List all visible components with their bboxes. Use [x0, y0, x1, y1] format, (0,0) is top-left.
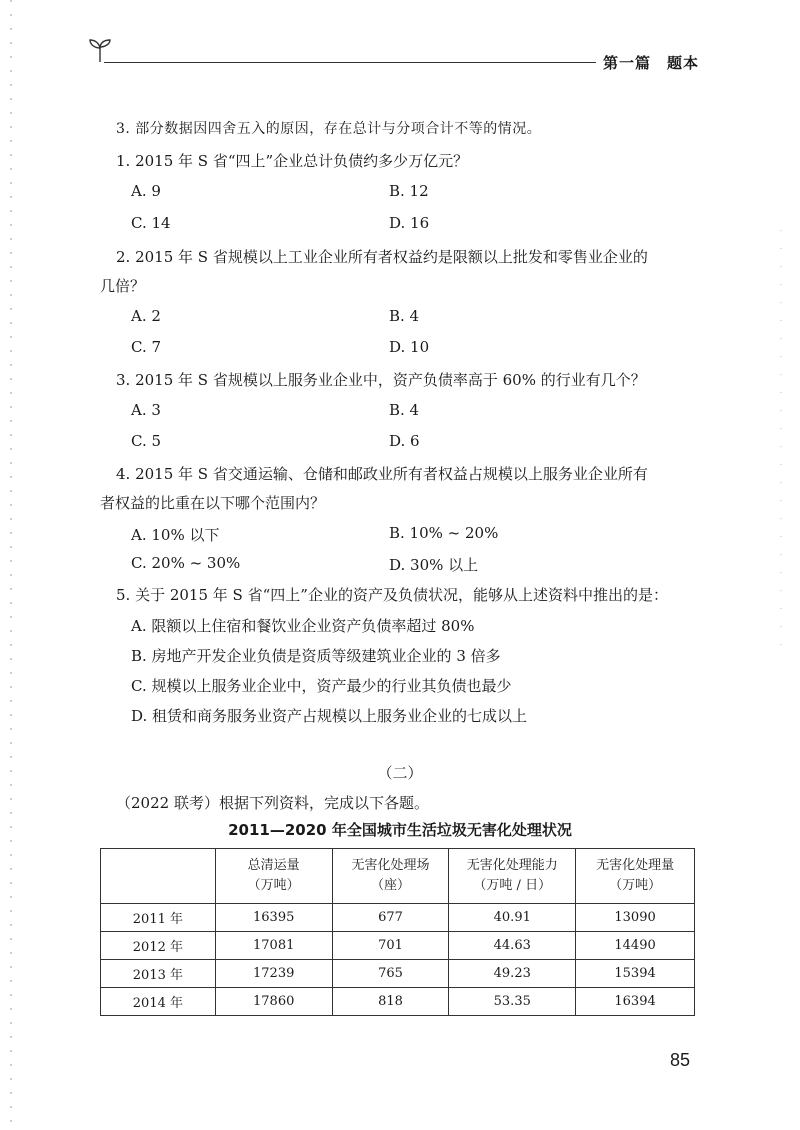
question-2-stem-line2: 几倍？	[100, 277, 146, 295]
question-4-stem-line2: 者权益的比重在以下哪个范围内？	[100, 494, 326, 512]
question-4-option-a[interactable]: A. 10% 以下	[131, 526, 220, 544]
question-3-option-a[interactable]: A. 3	[131, 401, 161, 419]
table-cell: 15394	[576, 960, 695, 988]
table-row	[101, 988, 695, 1016]
table-header-total-volume: 总清运量 （万吨）	[215, 849, 332, 904]
question-5-option-a[interactable]: A. 限额以上住宿和餐饮业企业资产负债率超过 80%	[131, 617, 475, 635]
table-cell: 44.63	[449, 932, 576, 960]
question-5-option-b[interactable]: B. 房地产开发企业负债是资质等级建筑业企业的 3 倍多	[131, 647, 501, 665]
question-2-stem-line1: 2. 2015 年 S 省规模以上工业企业所有者权益约是限额以上批发和零售业企业的	[116, 248, 648, 266]
question-5-option-c[interactable]: C. 规模以上服务业企业中，资产最少的行业其负债也最少	[131, 677, 512, 695]
header-rule	[104, 62, 596, 63]
question-2-option-c[interactable]: C. 7	[131, 338, 162, 356]
section-intro: （2022 联考）根据下列资料，完成以下各题。	[116, 794, 429, 812]
question-3-option-d[interactable]: D. 6	[389, 432, 420, 450]
table-header-treated-volume: 无害化处理量 （万吨）	[576, 849, 695, 904]
question-1-stem: 1. 2015 年 S 省“四上”企业总计负债约多少万亿元？	[116, 152, 469, 170]
table-cell: 701	[332, 932, 449, 960]
table-cell-year: 2014 年	[101, 988, 216, 1016]
table-row	[101, 932, 695, 960]
table-cell-year: 2011 年	[101, 904, 216, 932]
question-4-stem-line1: 4. 2015 年 S 省交通运输、仓储和邮政业所有者权益占规模以上服务业企业所有	[116, 465, 648, 483]
header-title: 第一篇 题本	[603, 54, 700, 72]
question-1-option-a[interactable]: A. 9	[131, 182, 161, 200]
table-cell-year: 2012 年	[101, 932, 216, 960]
question-1-option-b[interactable]: B. 12	[389, 182, 429, 200]
question-3-option-c[interactable]: C. 5	[131, 432, 162, 450]
question-3-stem: 3. 2015 年 S 省规模以上服务业企业中，资产负债率高于 60% 的行业有几个？	[116, 371, 646, 389]
question-2-option-a[interactable]: A. 2	[131, 307, 161, 325]
question-4-option-b[interactable]: B. 10% ~ 20%	[389, 524, 499, 542]
table-cell: 13090	[576, 904, 695, 932]
table-cell: 17860	[215, 988, 332, 1016]
section-title: （二）	[377, 764, 423, 782]
table-cell: 16395	[215, 904, 332, 932]
binding-edge-dots	[10, 0, 12, 1130]
table-header-empty	[101, 849, 216, 904]
sprout-icon	[88, 36, 112, 68]
data-note: 3. 部分数据因四舍五入的原因，存在总计与分项合计不等的情况。	[116, 121, 542, 137]
table-row	[101, 904, 695, 932]
data-table	[100, 848, 695, 1016]
table-cell: 17239	[215, 960, 332, 988]
question-2-option-b[interactable]: B. 4	[389, 307, 420, 325]
table-cell: 40.91	[449, 904, 576, 932]
question-4-option-c[interactable]: C. 20% ~ 30%	[131, 554, 241, 572]
table-cell: 765	[332, 960, 449, 988]
table-cell-year: 2013 年	[101, 960, 216, 988]
table-header-facilities: 无害化处理场 （座）	[332, 849, 449, 904]
table-cell: 14490	[576, 932, 695, 960]
question-5-stem: 5. 关于 2015 年 S 省“四上”企业的资产及负债状况，能够从上述资料中推出的是：	[116, 586, 668, 604]
table-cell: 16394	[576, 988, 695, 1016]
question-4-option-d[interactable]: D. 30% 以上	[389, 556, 479, 574]
table-row	[101, 960, 695, 988]
table-header-row	[101, 849, 695, 904]
table-cell: 53.35	[449, 988, 576, 1016]
table-cell: 677	[332, 904, 449, 932]
page-number: 85	[670, 1050, 691, 1070]
table-title: 2011—2020 年全国城市生活垃圾无害化处理状况	[228, 821, 572, 839]
question-2-option-d[interactable]: D. 10	[389, 338, 430, 356]
table-cell: 818	[332, 988, 449, 1016]
table-header-capacity: 无害化处理能力 （万吨 / 日）	[449, 849, 576, 904]
table-cell: 49.23	[449, 960, 576, 988]
scan-noise-dots	[780, 230, 782, 650]
question-5-option-d[interactable]: D. 租赁和商务服务业资产占规模以上服务业企业的七成以上	[131, 707, 528, 725]
question-1-option-d[interactable]: D. 16	[389, 214, 430, 232]
table-cell: 17081	[215, 932, 332, 960]
question-3-option-b[interactable]: B. 4	[389, 401, 420, 419]
question-1-option-c[interactable]: C. 14	[131, 214, 171, 232]
